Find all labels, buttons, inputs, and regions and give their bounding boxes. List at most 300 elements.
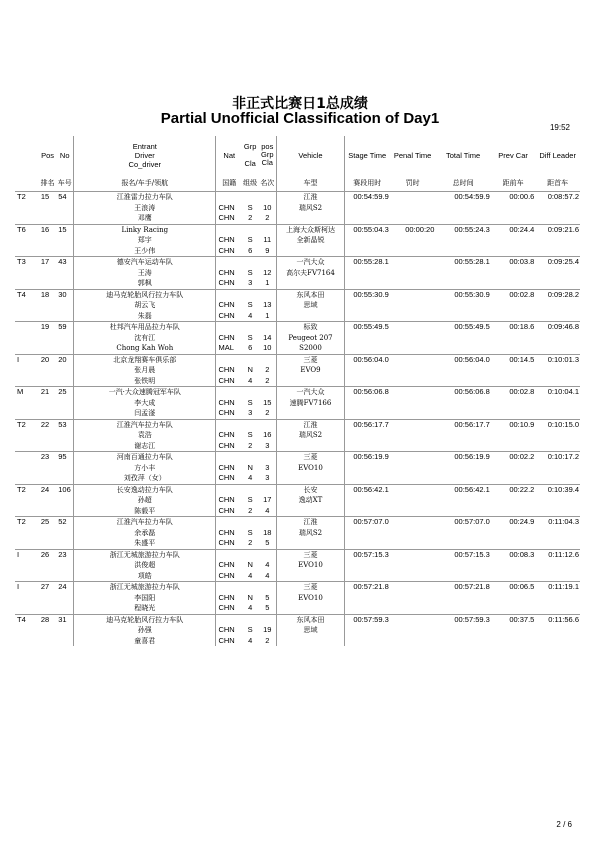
entry-vehicle-model: 瑞风S2	[277, 203, 344, 214]
entry-stage-time: 00:55:49.5	[344, 322, 390, 333]
entry-penal-time	[390, 549, 436, 560]
entry-row	[15, 484, 580, 495]
entry-pos: 27	[39, 582, 56, 593]
classification-table	[15, 136, 580, 646]
entry-codriver: 邓鹰	[74, 213, 216, 224]
entry-driver-nat: CHN	[216, 398, 242, 409]
header-cn-nat: 国籍	[216, 174, 242, 192]
entry-spacer	[258, 322, 276, 333]
entry-total-time: 00:55:49.5	[435, 322, 490, 333]
entry-pos-group: 4	[265, 560, 270, 569]
entry-vehicle-variant	[277, 408, 344, 419]
entry-codriver-nat: CHN	[216, 311, 242, 322]
entry-class-level: 6	[248, 245, 253, 255]
entry-spacer	[344, 560, 390, 571]
entry-spacer	[258, 582, 276, 593]
entry-pos-class: 1	[265, 278, 270, 287]
entry-car-number: 15	[56, 224, 73, 235]
entry-codriver-nat: MAL	[216, 343, 242, 354]
entry-spacer	[216, 354, 242, 365]
entry-spacer	[39, 593, 56, 604]
entry-class: T4	[15, 614, 39, 625]
entry-car-number: 20	[56, 354, 73, 365]
entry-driver: 袁浩	[74, 430, 216, 441]
entry-pos-class: 2	[265, 408, 270, 417]
entry-spacer	[15, 603, 39, 614]
entry-spacer	[535, 213, 580, 224]
entry-spacer	[216, 549, 242, 560]
entry-codriver-nat: CHN	[216, 603, 242, 614]
entry-row	[15, 517, 580, 528]
entry-spacer	[39, 636, 56, 647]
entry-spacer	[56, 463, 73, 474]
entry-spacer	[56, 408, 73, 419]
entry-spacer	[344, 278, 390, 289]
entry-driver-nat: CHN	[216, 333, 242, 344]
entry-spacer	[56, 495, 73, 506]
entry-spacer	[535, 538, 580, 549]
entry-penal-time	[390, 614, 436, 625]
entry-class: T2	[15, 419, 39, 430]
entry-diff-leader: 0:11:04.3	[535, 517, 580, 528]
entry-spacer	[390, 203, 436, 214]
entry-spacer	[491, 430, 536, 441]
entry-row-codriver	[15, 441, 580, 452]
entry-vehicle-variant	[277, 473, 344, 484]
entry-car-number: 59	[56, 322, 73, 333]
entry-spacer	[535, 625, 580, 636]
entry-spacer	[56, 333, 73, 344]
entry-spacer	[435, 528, 490, 539]
entry-total-time: 00:57:15.3	[435, 549, 490, 560]
entry-spacer	[535, 376, 580, 387]
entry-team: 杜邦汽车用品拉力车队	[74, 322, 216, 333]
entry-spacer	[344, 463, 390, 474]
entry-spacer	[39, 408, 56, 419]
entry-pos-class: 3	[265, 440, 270, 450]
entry-spacer	[344, 408, 390, 419]
entry-codriver: 朱盛平	[74, 538, 216, 549]
entry-stage-time: 00:55:04.3	[344, 224, 390, 235]
entry-pos: 22	[39, 419, 56, 430]
entry-class-level: 4	[248, 603, 253, 612]
entry-spacer	[491, 343, 536, 354]
entry-spacer	[390, 408, 436, 419]
entry-spacer	[535, 603, 580, 614]
entry-spacer	[242, 322, 258, 333]
entry-pos-group: 18	[263, 527, 272, 537]
header-cn-pos: 排名	[40, 178, 55, 187]
entry-vehicle-model: 瑞风S2	[277, 528, 344, 539]
header-cn-total: 总时间	[452, 178, 474, 187]
entry-pos-group: 19	[263, 625, 272, 634]
entry-spacer	[535, 398, 580, 409]
entry-row	[15, 452, 580, 463]
entry-spacer	[390, 538, 436, 549]
entry-spacer	[242, 582, 258, 593]
entry-codriver: 张铁明	[74, 376, 216, 387]
entry-team: 一汽·大众速腾冠军车队	[74, 387, 216, 398]
entry-spacer	[242, 224, 258, 235]
entry-total-time: 00:56:04.0	[435, 354, 490, 365]
entry-spacer	[56, 398, 73, 409]
entry-class-level: 6	[248, 343, 253, 352]
header-cn-prev: 距前车	[502, 178, 524, 187]
entry-stage-time: 00:55:28.1	[344, 257, 390, 268]
entry-row-driver	[15, 528, 580, 539]
entry-spacer	[491, 463, 536, 474]
entry-stage-time: 00:56:17.7	[344, 419, 390, 430]
entry-spacer	[56, 246, 73, 257]
entry-pos: 15	[39, 192, 56, 203]
entry-pos: 17	[39, 257, 56, 268]
entry-spacer	[242, 484, 258, 495]
entry-row-driver	[15, 398, 580, 409]
entry-pos-group: 16	[263, 430, 272, 439]
entry-spacer	[258, 517, 276, 528]
entry-row-codriver	[15, 213, 580, 224]
entry-spacer	[56, 343, 73, 354]
header-cn-vehicle: 车型	[277, 174, 344, 192]
entry-spacer	[390, 365, 436, 376]
entry-car-number: 24	[56, 582, 73, 593]
entry-vehicle-make: 标致	[277, 322, 344, 333]
entry-spacer	[39, 376, 56, 387]
entry-codriver-nat: CHN	[216, 246, 242, 257]
entry-team: 迪马克轮胎风行拉力车队	[74, 614, 216, 625]
entry-vehicle-make: 江淮	[277, 419, 344, 430]
entry-spacer	[39, 278, 56, 289]
entry-driver: 张月晨	[74, 365, 216, 376]
header-cn-cla: 名次	[260, 178, 275, 187]
entry-team: 河南百通拉力车队	[74, 452, 216, 463]
entry-stage-time: 00:54:59.9	[344, 192, 390, 203]
entry-vehicle-model: 思域	[277, 625, 344, 636]
entry-pos-class: 2	[265, 375, 270, 385]
entry-row	[15, 582, 580, 593]
entry-spacer	[535, 343, 580, 354]
entry-spacer	[344, 625, 390, 636]
entry-driver-nat: CHN	[216, 560, 242, 571]
entry-spacer	[390, 593, 436, 604]
entry-prev-car: 00:02.8	[491, 289, 536, 300]
entry-spacer	[491, 398, 536, 409]
entry-spacer	[344, 311, 390, 322]
entry-spacer	[491, 365, 536, 376]
entry-spacer	[216, 257, 242, 268]
header-total-time: Total Time	[446, 150, 481, 160]
entry-spacer	[56, 376, 73, 387]
entry-row-driver	[15, 268, 580, 279]
entry-spacer	[535, 571, 580, 582]
entry-spacer	[491, 203, 536, 214]
entry-class-level: 3	[248, 278, 253, 287]
entry-driver: 李大成	[74, 398, 216, 409]
entry-spacer	[435, 571, 490, 582]
entry-row	[15, 387, 580, 398]
entry-row	[15, 549, 580, 560]
entry-spacer	[344, 213, 390, 224]
entry-codriver: 陈毅平	[74, 506, 216, 517]
entry-pos: 24	[39, 484, 56, 495]
entry-row	[15, 614, 580, 625]
entry-spacer	[56, 560, 73, 571]
entry-codriver-nat: CHN	[216, 636, 242, 647]
entry-spacer	[390, 300, 436, 311]
entry-pos: 19	[39, 322, 56, 333]
entry-stage-time: 00:56:06.8	[344, 387, 390, 398]
entry-driver-nat: CHN	[216, 235, 242, 246]
entry-class: I	[15, 354, 39, 365]
entry-team: 长安逸动拉力车队	[74, 484, 216, 495]
entry-row-driver	[15, 560, 580, 571]
header-cn-no: 车号	[57, 178, 72, 187]
entry-diff-leader: 0:09:46.8	[535, 322, 580, 333]
entry-row	[15, 192, 580, 203]
entry-penal-time	[390, 289, 436, 300]
entry-car-number: 53	[56, 419, 73, 430]
entry-vehicle-make: 东风本田	[277, 614, 344, 625]
header-diff-leader: Diff Leader	[539, 150, 576, 160]
entry-class-level: 2	[248, 538, 253, 547]
entry-codriver-nat: CHN	[216, 506, 242, 517]
entry-spacer	[242, 614, 258, 625]
entry-total-time: 00:55:30.9	[435, 289, 490, 300]
entry-vehicle-variant	[277, 571, 344, 582]
entry-vehicle-make: 江淮	[277, 517, 344, 528]
entry-team: 德安汽车运动车队	[74, 257, 216, 268]
entry-spacer	[535, 365, 580, 376]
entry-spacer	[56, 528, 73, 539]
entry-total-time: 00:57:07.0	[435, 517, 490, 528]
entry-spacer	[15, 430, 39, 441]
entry-row-codriver	[15, 408, 580, 419]
entry-spacer	[390, 473, 436, 484]
entry-driver: 洪俊超	[74, 560, 216, 571]
entry-spacer	[216, 452, 242, 463]
entry-diff-leader: 0:11:12.6	[535, 549, 580, 560]
entry-spacer	[390, 343, 436, 354]
entry-team: 浙江无城旅游拉力车队	[74, 549, 216, 560]
header-nat: Nat	[216, 136, 242, 174]
entry-spacer	[15, 333, 39, 344]
entry-vehicle-model: EVO10	[277, 560, 344, 571]
entry-spacer	[56, 538, 73, 549]
entry-spacer	[344, 333, 390, 344]
entry-spacer	[216, 484, 242, 495]
entry-diff-leader: 0:10:04.1	[535, 387, 580, 398]
entry-spacer	[258, 452, 276, 463]
entry-spacer	[39, 441, 56, 452]
entry-stage-time: 00:56:42.1	[344, 484, 390, 495]
entry-spacer	[56, 593, 73, 604]
entry-penal-time	[390, 192, 436, 203]
entry-pos: 26	[39, 549, 56, 560]
entry-spacer	[15, 528, 39, 539]
entry-prev-car: 00:02.8	[491, 387, 536, 398]
entry-spacer	[491, 636, 536, 647]
entry-driver-nat: CHN	[216, 495, 242, 506]
entry-spacer	[15, 571, 39, 582]
entry-codriver: 郭枫	[74, 278, 216, 289]
entry-spacer	[491, 603, 536, 614]
entry-pos-class: 2	[265, 213, 270, 222]
entry-class: M	[15, 387, 39, 398]
entry-spacer	[390, 268, 436, 279]
entry-row-driver	[15, 365, 580, 376]
entry-spacer	[435, 625, 490, 636]
entry-spacer	[535, 473, 580, 484]
entry-spacer	[390, 213, 436, 224]
entry-pos-group: 11	[263, 235, 272, 244]
entry-pos-class: 5	[265, 538, 270, 547]
entry-diff-leader: 0:10:17.2	[535, 452, 580, 463]
entry-spacer	[39, 300, 56, 311]
entry-spacer	[344, 398, 390, 409]
entry-spacer	[435, 560, 490, 571]
entry-pos: 20	[39, 354, 56, 365]
entry-spacer	[344, 300, 390, 311]
entry-spacer	[491, 246, 536, 257]
entry-driver-nat: CHN	[216, 463, 242, 474]
entry-spacer	[390, 441, 436, 452]
entry-diff-leader: 0:11:19.1	[535, 582, 580, 593]
entry-codriver-nat: CHN	[216, 441, 242, 452]
entry-group: S	[247, 430, 253, 439]
entry-codriver-nat: CHN	[216, 408, 242, 419]
entry-spacer	[435, 235, 490, 246]
header-stage-time: Stage Time	[344, 136, 390, 174]
entry-pos-group: 17	[263, 495, 272, 504]
entry-row	[15, 322, 580, 333]
entry-spacer	[258, 192, 276, 203]
entry-row-codriver	[15, 473, 580, 484]
entry-codriver-nat: CHN	[216, 571, 242, 582]
entry-class: I	[15, 549, 39, 560]
entry-spacer	[390, 571, 436, 582]
entry-stage-time: 00:57:07.0	[344, 517, 390, 528]
page-number: 2 / 6	[556, 820, 572, 829]
entry-spacer	[390, 495, 436, 506]
entry-prev-car: 00:03.8	[491, 257, 536, 268]
entry-spacer	[344, 246, 390, 257]
entry-driver: 孙超	[74, 495, 216, 506]
entry-spacer	[216, 419, 242, 430]
entry-spacer	[344, 538, 390, 549]
entry-spacer	[39, 246, 56, 257]
entry-diff-leader: 0:10:01.3	[535, 354, 580, 365]
entry-spacer	[390, 333, 436, 344]
entry-car-number: 43	[56, 257, 73, 268]
entry-spacer	[56, 506, 73, 517]
entry-pos-class: 1	[265, 310, 270, 320]
entry-spacer	[491, 571, 536, 582]
entry-spacer	[56, 571, 73, 582]
entry-spacer	[258, 257, 276, 268]
entry-codriver: 谢志江	[74, 441, 216, 452]
entry-diff-leader: 0:08:57.2	[535, 192, 580, 203]
header-cn-stage: 赛段用时	[344, 174, 390, 192]
entry-class-level: 4	[248, 635, 253, 645]
entry-spacer	[435, 268, 490, 279]
entry-spacer	[344, 376, 390, 387]
entry-spacer	[435, 473, 490, 484]
entry-diff-leader: 0:09:28.2	[535, 289, 580, 300]
entry-prev-car: 00:06.5	[491, 582, 536, 593]
entry-penal-time	[390, 452, 436, 463]
entry-spacer	[15, 463, 39, 474]
entry-spacer	[435, 376, 490, 387]
entry-spacer	[344, 441, 390, 452]
entry-vehicle-model: EVO10	[277, 463, 344, 474]
entry-class: T2	[15, 517, 39, 528]
entry-spacer	[435, 506, 490, 517]
entry-total-time: 00:56:06.8	[435, 387, 490, 398]
entry-car-number: 52	[56, 517, 73, 528]
entry-vehicle-make: 江淮	[277, 192, 344, 203]
entry-spacer	[15, 398, 39, 409]
entry-spacer	[344, 203, 390, 214]
entry-codriver: 朱磊	[74, 311, 216, 322]
entry-row-codriver	[15, 636, 580, 647]
entry-spacer	[258, 354, 276, 365]
entry-row-codriver	[15, 246, 580, 257]
entry-spacer	[535, 311, 580, 322]
entry-spacer	[258, 387, 276, 398]
entry-spacer	[242, 419, 258, 430]
entry-driver: 王浪涛	[74, 203, 216, 214]
entry-spacer	[535, 203, 580, 214]
entry-spacer	[390, 463, 436, 474]
entry-pos-group: 10	[263, 202, 272, 212]
entry-spacer	[491, 560, 536, 571]
entry-pos: 16	[39, 224, 56, 235]
entry-spacer	[216, 192, 242, 203]
entry-spacer	[39, 213, 56, 224]
entry-group: S	[247, 267, 253, 277]
entry-total-time: 00:54:59.9	[435, 192, 490, 203]
entry-class-level: 2	[248, 440, 253, 450]
entry-spacer	[435, 495, 490, 506]
entry-spacer	[491, 538, 536, 549]
print-time: 19:52	[549, 123, 570, 132]
entry-class: I	[15, 582, 39, 593]
entry-stage-time: 00:57:21.8	[344, 582, 390, 593]
entry-spacer	[491, 333, 536, 344]
entry-spacer	[39, 430, 56, 441]
entry-driver: 余承磊	[74, 528, 216, 539]
entry-vehicle-variant	[277, 376, 344, 387]
entry-team: Linky Racing	[74, 224, 216, 235]
entry-row	[15, 419, 580, 430]
entry-codriver-nat: CHN	[216, 278, 242, 289]
entry-class: T2	[15, 192, 39, 203]
entry-spacer	[39, 365, 56, 376]
entry-spacer	[258, 224, 276, 235]
entry-spacer	[435, 333, 490, 344]
entry-spacer	[216, 517, 242, 528]
entry-driver-nat: CHN	[216, 430, 242, 441]
entry-team: 浙江无城旅游拉力车队	[74, 582, 216, 593]
entry-codriver-nat: CHN	[216, 473, 242, 484]
entry-diff-leader: 0:10:39.4	[535, 484, 580, 495]
entry-penal-time	[390, 582, 436, 593]
entry-spacer	[491, 300, 536, 311]
entry-spacer	[242, 289, 258, 300]
entry-team: 北京龙翔赛车俱乐部	[74, 354, 216, 365]
entry-vehicle-make: 东风本田	[277, 289, 344, 300]
header-cla-label: Cla	[244, 159, 256, 168]
